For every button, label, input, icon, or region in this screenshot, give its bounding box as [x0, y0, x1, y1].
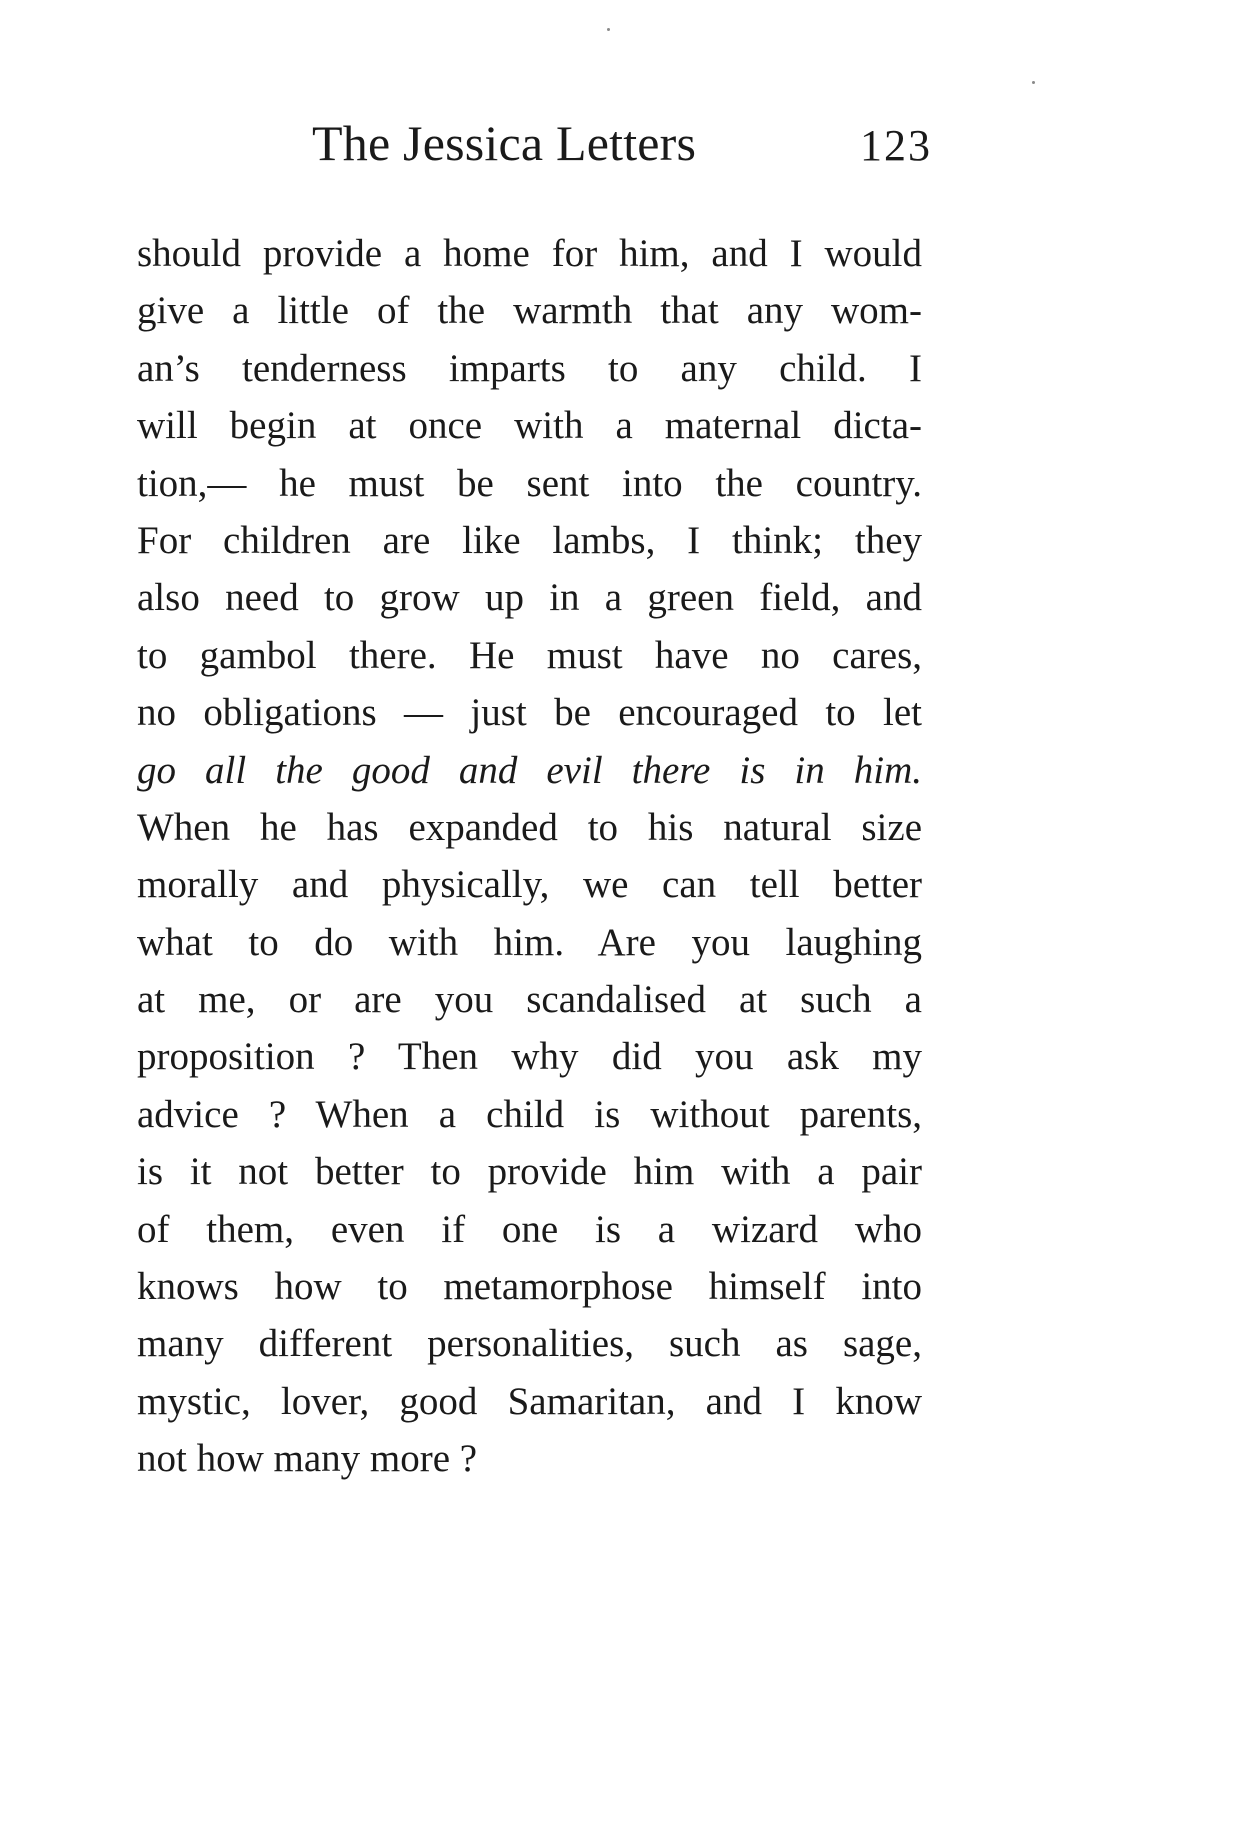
text-line: For children are like lambs, I think; they: [137, 518, 922, 562]
text-line: should provide a home for him, and I would: [137, 232, 922, 275]
text-line: proposition ? Then why did you ask my: [137, 1035, 922, 1079]
text-line: morally and physically, we can tell better: [137, 863, 922, 907]
text-line: advice ? When a child is without parents,: [137, 1092, 922, 1136]
text-line: will begin at once with a maternal dicta-: [137, 404, 922, 448]
text-line: an’s tenderness imparts to any child. I: [137, 346, 922, 390]
text-line: is it not better to provide him with a pair: [137, 1150, 922, 1194]
page-number: 123: [860, 121, 932, 170]
text-line: also need to grow up in a green field, and: [137, 576, 922, 620]
print-speck: [1032, 81, 1035, 84]
text-line: not how many more ?: [137, 1437, 478, 1481]
text-line: what to do with him. Are you laughing: [137, 920, 922, 964]
body-text: [137, 225, 922, 1488]
text-line: no obligations — just be encouraged to let: [137, 691, 922, 735]
page-header: [312, 115, 932, 188]
text-line: many different personalities, such as sage,: [137, 1322, 922, 1366]
text-line: knows how to metamorphose himself into: [137, 1265, 922, 1309]
text-line: mystic, lover, good Samaritan, and I know: [137, 1379, 922, 1423]
text-line: tion,— he must be sent into the country.: [137, 461, 922, 505]
text-line: go all the good and evil there is in him.: [137, 748, 922, 792]
running-title: The Jessica Letters: [312, 115, 697, 171]
text-line: give a little of the warmth that any wom-: [137, 289, 922, 333]
text-line: of them, even if one is a wizard who: [137, 1207, 922, 1251]
text-line: at me, or are you scandalised at such a: [137, 978, 922, 1022]
text-line: When he has expanded to his natural size: [137, 805, 922, 849]
text-line: to gambol there. He must have no cares,: [137, 633, 922, 677]
print-speck: [607, 28, 610, 31]
